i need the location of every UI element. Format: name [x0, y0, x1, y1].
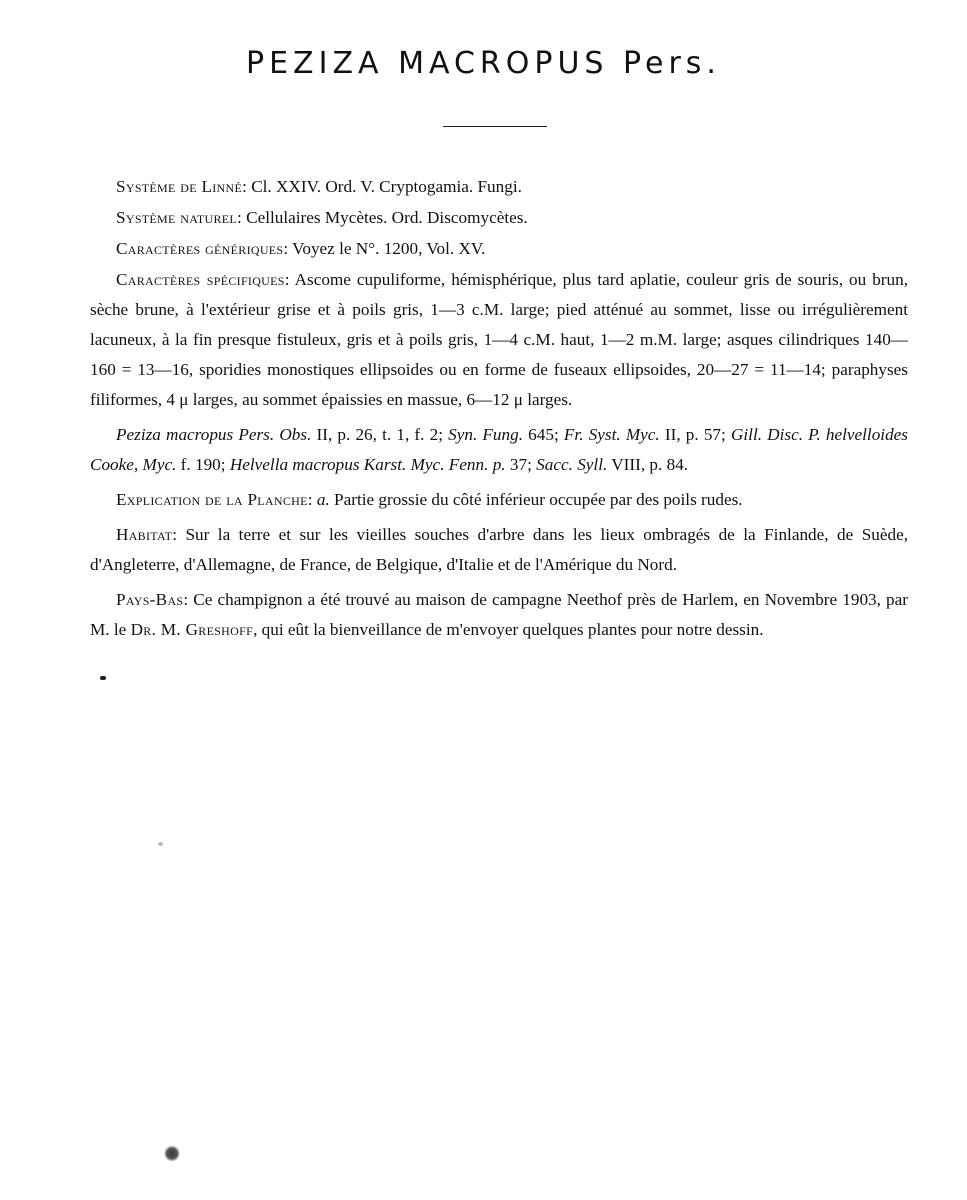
systeme-naturel-label: Système naturel: [116, 208, 238, 227]
pays-bas-label: Pays-Bas: [116, 590, 184, 609]
paper-speck: [158, 842, 163, 846]
reference-3-detail: II, p. 57;: [659, 425, 731, 444]
pays-bas-text-1: Ce champignon a été trouvé au maison de campagne Neethof près de Harlem, en Novembre 1903, par M. le: [90, 590, 908, 639]
reference-5: Helvella macropus Karst. Myc. Fenn. p.: [229, 455, 506, 474]
page-title: PEZIZA MACROPUS Pers.: [246, 46, 721, 81]
habitat-label: Habitat: [116, 525, 173, 544]
label-colon: :: [172, 525, 186, 544]
reference-1-detail: II, p. 26, t. 1, f. 2;: [311, 425, 449, 444]
caracteres-specifiques-label: Caractères spécifiques: [116, 270, 285, 289]
reference-4: Gill. Disc. P. helvelloides Cooke, Myc.: [90, 425, 908, 474]
label-colon: :: [284, 270, 295, 289]
systeme-linne-paragraph: [90, 172, 908, 202]
label-colon: :: [283, 239, 293, 258]
reference-6: Sacc. Syll.: [536, 455, 608, 474]
reference-3: Fr. Syst. Myc.: [563, 425, 660, 444]
caracteres-specifiques-paragraph: [90, 265, 908, 415]
explication-letter: a.: [316, 490, 330, 509]
caracteres-generiques-label: Caractères génériques: [116, 239, 284, 258]
reference-2: Syn. Fung.: [448, 425, 524, 444]
pays-bas-text-2: , qui eût la bienveillance de m'envoyer quelques plantes pour notre dessin.: [253, 620, 764, 639]
caracteres-specifiques-text: Ascome cupuliforme, hémisphérique, plus tard aplatie, couleur gris de souris, ou brun, sèche brune, à l'extérieur grise et à poils gris, 1—3 c.M. large; pied atténué au sommet, lisse ou irrégulièrement lacuneux, à la fin presque fistuleux, gris et à poils gris, 1—4 c.M. haut, 1—2 m.M. large; asques cilindriques 140—160 = 13—16, sporidies monostiques ellipsoides ou en forme de fuseaux ellipsoides, 20—27 = 11—14; paraphyses filiformes, 4 μ larges, au sommet épaissies en massue, 6—12 μ larges.: [90, 270, 909, 409]
explication-paragraph: [90, 485, 908, 515]
explication-label: Explication de la Planche: [116, 490, 308, 509]
caracteres-generiques-text: Voyez le N°. 1200, Vol. XV.: [292, 239, 486, 258]
label-colon: :: [183, 590, 194, 609]
pays-bas-person: Dr. M. Greshoff: [130, 620, 254, 639]
label-colon: :: [242, 177, 252, 196]
systeme-naturel-text: Cellulaires Mycètes. Ord. Discomycètes.: [246, 208, 528, 227]
label-colon: :: [237, 208, 247, 227]
ink-speck: [100, 676, 106, 680]
title-divider: [443, 126, 547, 127]
caracteres-generiques-paragraph: [90, 234, 908, 264]
explication-text: Partie grossie du côté inférieur occupée par des poils rudes.: [329, 490, 743, 509]
label-colon: :: [307, 490, 317, 509]
reference-4-detail: f. 190;: [176, 455, 230, 474]
habitat-paragraph: [90, 520, 908, 580]
reference-2-detail: 645;: [523, 425, 564, 444]
systeme-linne-text: Cl. XXIV. Ord. V. Cryptogamia. Fungi.: [251, 177, 522, 196]
systeme-naturel-paragraph: [90, 203, 908, 233]
pays-bas-paragraph: [90, 585, 908, 645]
habitat-text: Sur la terre et sur les vieilles souches d'arbre dans les lieux ombragés de la Finlande, de Suède, d'Angleterre, d'Allemagne, de France, de Belgique, d'Italie et de l'Amérique du Nord.: [90, 525, 909, 574]
description-body: [90, 172, 908, 650]
systeme-linne-label: Système de Linné: [116, 177, 243, 196]
ink-smudge: [164, 1145, 180, 1162]
reference-6-detail: VIII, p. 84.: [607, 455, 689, 474]
references-paragraph: [90, 420, 908, 480]
reference-1: Peziza macropus Pers. Obs.: [116, 425, 312, 444]
reference-5-detail: 37;: [505, 455, 537, 474]
